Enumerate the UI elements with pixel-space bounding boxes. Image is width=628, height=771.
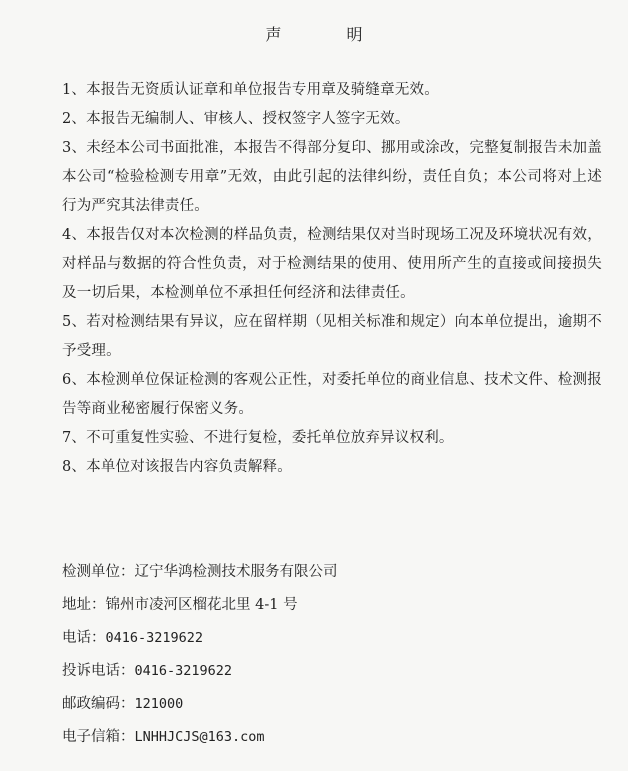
contact-unit-value: 辽宁华鸿检测技术服务有限公司 <box>134 564 338 580</box>
contact-block <box>62 556 602 754</box>
clause-7: 7、不可重复性实验、不进行复检，委托单位放弃异议权利。 <box>62 430 454 446</box>
page-title: 声 明 <box>265 25 393 44</box>
contact-complaint-phone <box>62 655 602 688</box>
contact-complaint-label: 投诉电话： <box>62 663 135 679</box>
clause-5: 5、若对检测结果有异议，应在留样期（见相关标准和规定）向本单位提出，逾期不予受理。 <box>62 314 602 359</box>
clause-6: 6、本检测单位保证检测的客观公正性，对委托单位的商业信息、技术文件、检测报告等商业秘密履行保密义务。 <box>62 372 602 417</box>
contact-postcode <box>62 688 602 721</box>
contact-email-label: 电子信箱： <box>62 729 135 745</box>
clause-list <box>62 76 602 482</box>
contact-unit <box>62 556 602 589</box>
contact-email-value: LNHHJCJS@163.com <box>134 729 265 745</box>
clause-1: 1、本报告无资质认证章和单位报告专用章及骑缝章无效。 <box>62 82 439 98</box>
clause-8: 8、本单位对该报告内容负责解释。 <box>62 459 292 475</box>
contact-email <box>62 721 602 754</box>
contact-address-value: 锦州市凌河区榴花北里 4-1 号 <box>105 597 298 613</box>
contact-phone-label: 电话： <box>62 630 106 646</box>
contact-address <box>62 589 602 622</box>
contact-postcode-value: 121000 <box>134 696 184 712</box>
contact-postcode-label: 邮政编码： <box>62 696 135 712</box>
contact-unit-label: 检测单位： <box>62 564 135 580</box>
clause-4: 4、本报告仅对本次检测的样品负责，检测结果仅对当时现场工况及环境状况有效，对样品与数据的符合性负责，对于检测结果的使用、使用所产生的直接或间接损失及一切后果，本检测单位不承担任何经济和法律责任。 <box>62 227 602 301</box>
contact-phone <box>62 622 602 655</box>
contact-phone-value: 0416-3219622 <box>105 630 204 646</box>
clause-2: 2、本报告无编制人、审核人、授权签字人签字无效。 <box>62 111 410 127</box>
clause-3: 3、未经本公司书面批准，本报告不得部分复印、挪用或涂改，完整复制报告未加盖本公司“检验检测专用章”无效，由此引起的法律纠纷，责任自负；本公司将对上述行为严究其法律责任。 <box>62 140 602 214</box>
contact-address-label: 地址： <box>62 597 106 613</box>
contact-complaint-value: 0416-3219622 <box>134 663 233 679</box>
